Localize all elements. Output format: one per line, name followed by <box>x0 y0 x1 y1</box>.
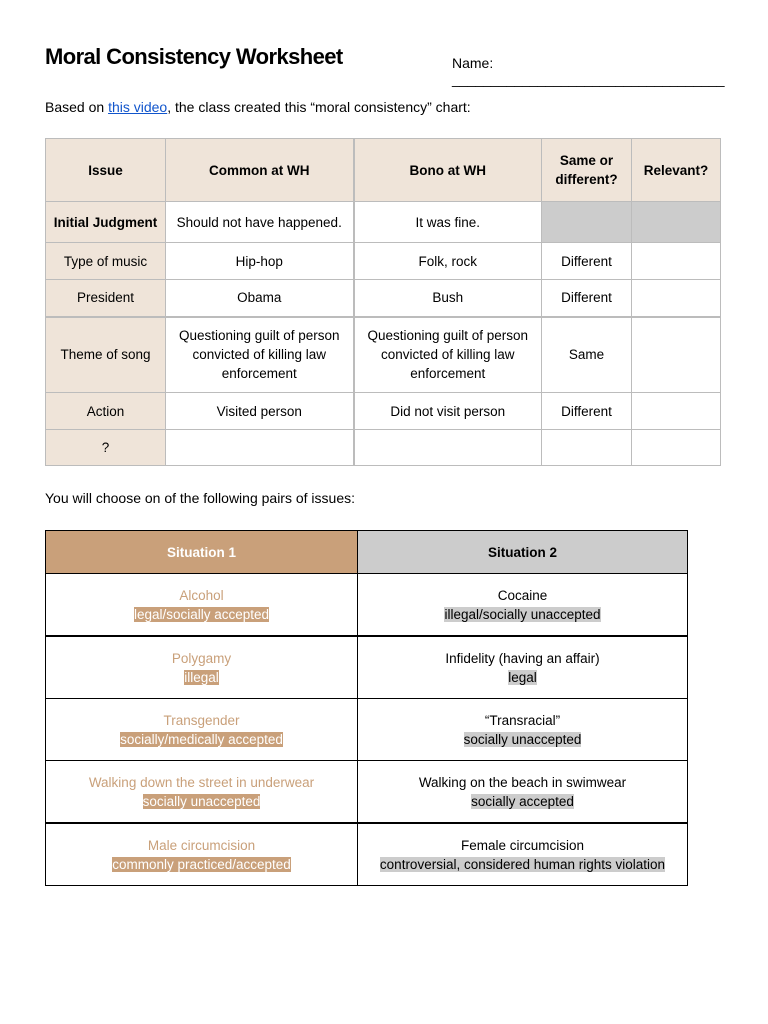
chart-cell-common[interactable]: Hip-hop <box>166 243 354 280</box>
situation-2-label: Walking on the beach in swimwear <box>418 774 627 790</box>
pairs-header-row <box>46 531 688 574</box>
pair-row <box>46 761 688 824</box>
chart-row <box>46 430 721 466</box>
chart-cell-issue: ? <box>46 430 166 466</box>
intro-suffix: , the class created this “moral consistency” chart: <box>167 99 471 115</box>
pair-row <box>46 636 688 699</box>
chart-cell-issue: Type of music <box>46 243 166 280</box>
situation-1-header: Situation 1 <box>46 531 358 574</box>
chart-row <box>46 243 721 280</box>
situation-1-label: Transgender <box>163 712 240 728</box>
situation-1-status: illegal <box>184 669 219 685</box>
chart-header-same: Same or different? <box>542 139 632 202</box>
situation-1-label: Alcohol <box>179 587 224 603</box>
chart-cell-same[interactable]: Different <box>542 393 632 430</box>
pair-row <box>46 699 688 761</box>
intro-prefix: Based on <box>45 99 109 115</box>
situation-1-status: legal/socially accepted <box>133 606 270 622</box>
chart-header-bono: Bono at WH <box>354 139 542 202</box>
situation-2-status: socially accepted <box>471 793 574 809</box>
situation-2-cell <box>358 823 688 886</box>
chart-cell-relevant[interactable] <box>632 317 721 393</box>
situation-2-status: illegal/socially unaccepted <box>444 606 601 622</box>
chart-row <box>46 202 721 243</box>
situation-2-cell <box>358 636 688 699</box>
situation-2-status: controversial, considered human rights violation <box>379 856 666 872</box>
situation-2-header: Situation 2 <box>358 531 688 574</box>
video-link[interactable]: this video <box>108 99 168 115</box>
chart-cell-issue: Theme of song <box>46 317 166 393</box>
chart-header-relevant: Relevant? <box>632 139 721 202</box>
situation-2-label: Infidelity (having an affair) <box>445 650 600 666</box>
situation-1-label: Walking down the street in underwear <box>88 774 315 790</box>
chart-cell-common[interactable]: Questioning guilt of person convicted of killing law enforcement <box>166 317 354 393</box>
chart-cell-bono[interactable]: It was fine. <box>354 202 542 243</box>
chart-header-common: Common at WH <box>166 139 354 202</box>
pair-row <box>46 823 688 886</box>
situation-2-label: Female circumcision <box>460 837 585 853</box>
page-title: Moral Consistency Worksheet <box>45 44 343 69</box>
situation-2-cell <box>358 574 688 637</box>
chart-cell-bono[interactable]: Questioning guilt of person convicted of killing law enforcement <box>354 317 542 393</box>
situation-1-status: socially/medically accepted <box>120 731 283 747</box>
moral-consistency-chart <box>45 138 721 466</box>
chart-cell-relevant[interactable] <box>632 393 721 430</box>
situation-1-cell <box>46 761 358 824</box>
situation-1-cell <box>46 636 358 699</box>
situation-1-cell <box>46 574 358 637</box>
chart-cell-issue: Action <box>46 393 166 430</box>
issue-pairs-table <box>45 530 688 886</box>
chart-cell-relevant[interactable] <box>632 430 721 466</box>
chart-header-issue: Issue <box>46 139 166 202</box>
chart-header-row <box>46 139 721 202</box>
situation-2-status: socially unaccepted <box>463 731 582 747</box>
chart-cell-bono[interactable]: Bush <box>354 280 542 317</box>
name-field[interactable]: Name: ___________________________________ <box>452 55 725 87</box>
chart-cell-issue: President <box>46 280 166 317</box>
chart-cell-issue: Initial Judgment <box>46 202 166 243</box>
chart-cell-bono[interactable] <box>354 430 542 466</box>
chart-cell-same[interactable] <box>542 430 632 466</box>
situation-2-label: “Transracial” <box>484 712 561 728</box>
chart-row <box>46 393 721 430</box>
chart-cell-relevant <box>632 202 721 243</box>
situation-1-label: Polygamy <box>171 650 232 666</box>
situation-1-cell <box>46 699 358 761</box>
situation-2-cell <box>358 699 688 761</box>
pair-row <box>46 574 688 637</box>
chart-row <box>46 280 721 317</box>
chart-cell-relevant[interactable] <box>632 243 721 280</box>
chart-cell-common[interactable]: Should not have happened. <box>166 202 354 243</box>
situation-1-status: commonly practiced/accepted <box>112 856 291 872</box>
situation-2-label: Cocaine <box>497 587 548 603</box>
situation-2-cell <box>358 761 688 824</box>
chart-cell-same[interactable]: Same <box>542 317 632 393</box>
chart-cell-same[interactable]: Different <box>542 243 632 280</box>
chart-cell-common[interactable]: Obama <box>166 280 354 317</box>
intro-text <box>45 99 471 115</box>
chart-cell-relevant[interactable] <box>632 280 721 317</box>
chart-cell-same <box>542 202 632 243</box>
situation-2-status: legal <box>508 669 537 685</box>
situation-1-label: Male circumcision <box>147 837 256 853</box>
chart-cell-common[interactable] <box>166 430 354 466</box>
situation-1-status: socially unaccepted <box>142 793 261 809</box>
situation-1-cell <box>46 823 358 886</box>
chart-cell-common[interactable]: Visited person <box>166 393 354 430</box>
chart-cell-bono[interactable]: Did not visit person <box>354 393 542 430</box>
choose-instructions: You will choose on of the following pairs of issues: <box>45 490 355 506</box>
chart-cell-bono[interactable]: Folk, rock <box>354 243 542 280</box>
chart-cell-same[interactable]: Different <box>542 280 632 317</box>
chart-row <box>46 317 721 393</box>
